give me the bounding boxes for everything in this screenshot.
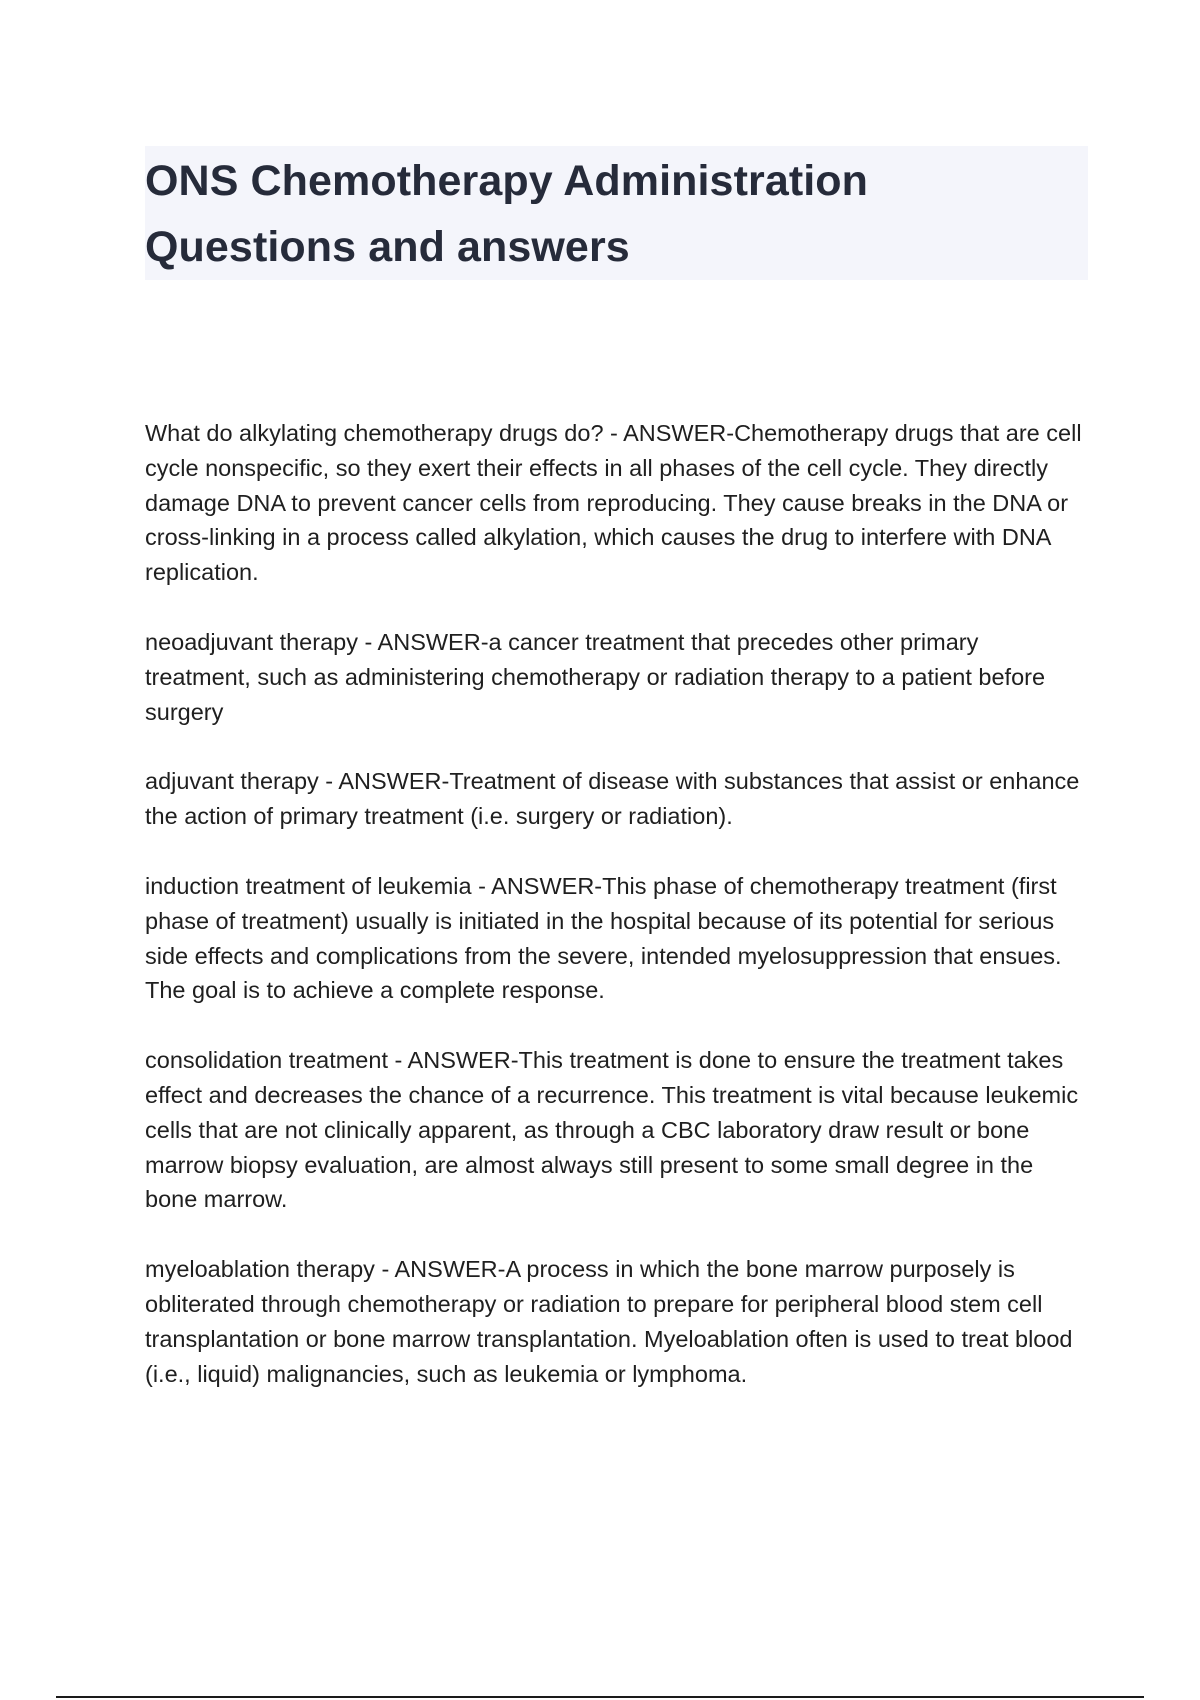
qa-list: [145, 416, 1090, 1426]
qa-entry-adjuvant-therapy: adjuvant therapy - ANSWER-Treatment of disease with substances that assist or enhance the action of primary treatment (i.e. surgery or radiation).: [145, 768, 1080, 830]
document-title: ONS Chemotherapy Administration Questions and answers: [145, 157, 869, 271]
qa-entry-alkylating-drugs: What do alkylating chemotherapy drugs do? - ANSWER-Chemotherapy drugs that are cell cycle nonspecific, so they exert their effects in all phases of the cell cycle. They directly damage DNA to prevent cancer cells from reproducing. They cause breaks in the DNA or cross-linking in a process called alkylation, which causes the drug to interfere with DNA replication.: [145, 420, 1082, 586]
qa-entry-neoadjuvant-therapy: neoadjuvant therapy - ANSWER-a cancer treatment that precedes other primary treatment, such as administering chemotherapy or radiation therapy to a patient before surgery: [145, 628, 1046, 725]
qa-entry-induction-treatment: induction treatment of leukemia - ANSWER-This phase of chemotherapy treatment (first phase of treatment) usually is initiated in the hospital because of its potential for serious side effects and complications from the severe, intended myelosuppression that ensues. The goal is to achieve a complete response.: [145, 872, 1062, 1004]
title-block: [145, 146, 1088, 280]
qa-entry-myeloablation-therapy: myeloablation therapy - ANSWER-A process in which the bone marrow purposely is obliterated through chemotherapy or radiation to prepare for peripheral blood stem cell transplantation or bone marrow transplantation. Myeloablation often is used to treat blood (i.e., liquid) malignancies, such as leukemia or lymphoma.: [145, 1256, 1073, 1387]
qa-entry-consolidation-treatment: consolidation treatment - ANSWER-This treatment is done to ensure the treatment takes effect and decreases the chance of a recurrence. This treatment is vital because leukemic cells that are not clinically apparent, as through a CBC laboratory draw result or bone marrow biopsy evaluation, are almost always still present to some small degree in the bone marrow.: [145, 1047, 1079, 1213]
footer-divider: [56, 1696, 1144, 1698]
